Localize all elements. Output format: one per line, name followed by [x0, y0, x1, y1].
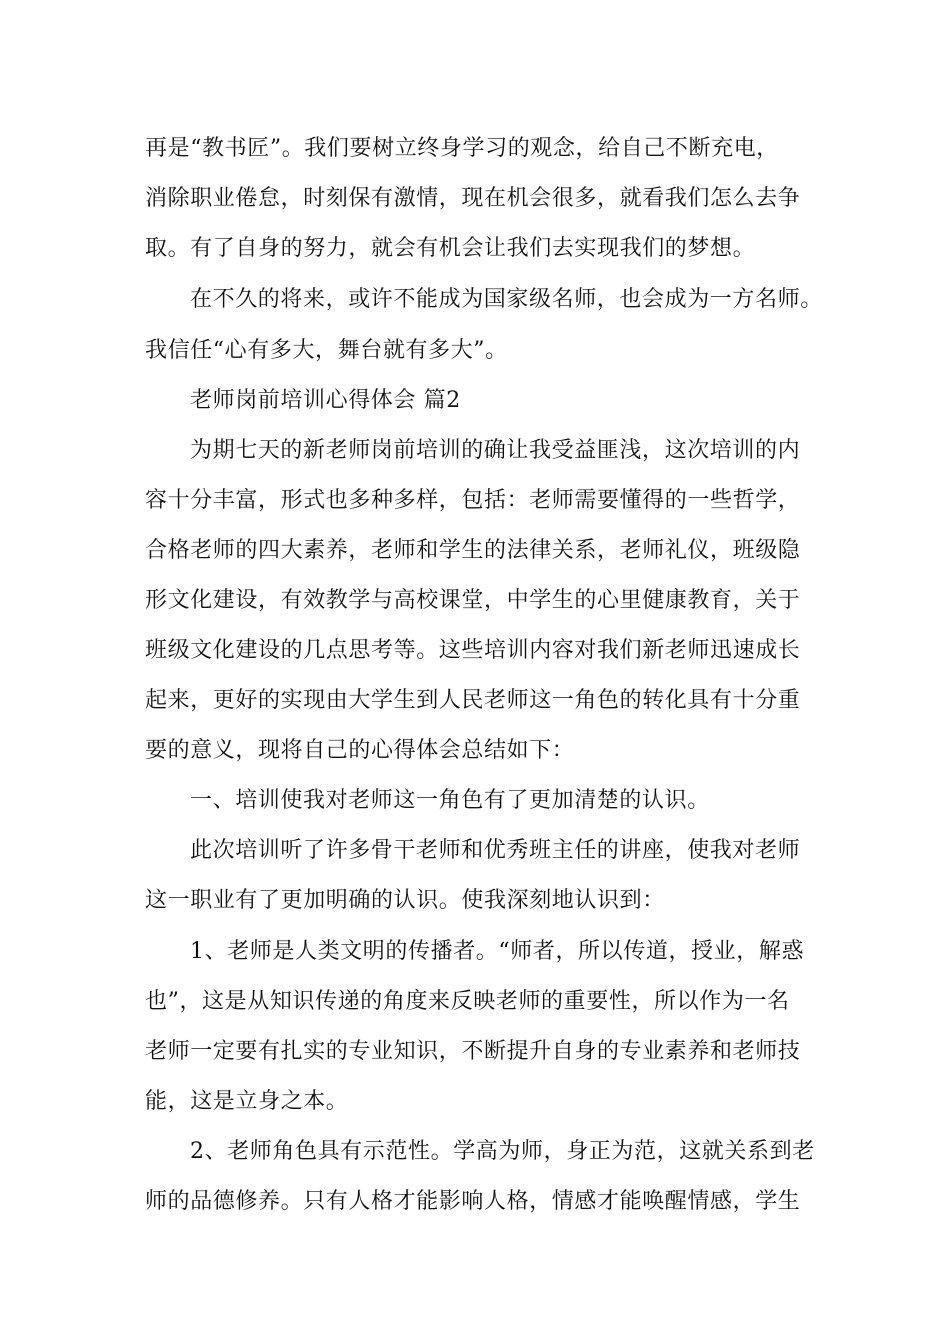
text-line: 起来，更好的实现由大学生到人民老师这一角色的转化具有十分重 [145, 688, 801, 713]
text-line: 师的品德修养。只有人格才能影响人格，情感才能唤醒情感，学生 [145, 1189, 801, 1214]
paragraph-first-line: 此次培训听了许多骨干老师和优秀班主任的讲座，使我对老师 [190, 838, 801, 863]
text-line: 要的意义，现将自己的心得体会总结如下： [145, 738, 575, 763]
text-line: 再是“教书匠”。我们要树立终身学习的观念，给自己不断充电， [145, 136, 779, 161]
text-line: 也”，这是从知识传递的角度来反映老师的重要性，所以作为一名 [145, 989, 790, 1014]
section-heading: 老师岗前培训心得体会 篇2 [190, 388, 461, 413]
text-line: 能，这是立身之本。 [145, 1089, 349, 1114]
text-line: 班级文化建设的几点思考等。这些培训内容对我们新老师迅速成长 [145, 638, 801, 663]
text-line: 容十分丰富，形式也多种多样，包括：老师需要懂得的一些哲学， [145, 488, 801, 513]
paragraph-first-line: 在不久的将来，或许不能成为国家级名师，也会成为一方名师。 [190, 287, 823, 312]
subheading: 一、培训使我对老师这一角色有了更加清楚的认识。 [190, 788, 710, 813]
text-line: 我信任“心有多大，舞台就有多大”。 [145, 338, 508, 363]
paragraph-first-line: 1、老师是人类文明的传播者。“师者，所以传道，授业，解惑 [190, 939, 805, 964]
text-line: 老师一定要有扎实的专业知识，不断提升自身的专业素养和老师技 [145, 1039, 801, 1064]
paragraph-first-line: 为期七天的新老师岗前培训的确让我受益匪浅，这次培训的内 [190, 438, 801, 463]
text-line: 这一职业有了更加明确的认识。使我深刻地认识到： [145, 888, 665, 913]
text-line: 消除职业倦怠，时刻保有激情，现在机会很多，就看我们怎么去争 [145, 186, 801, 211]
text-line: 取。有了自身的努力，就会有机会让我们去实现我们的梦想。 [145, 236, 756, 261]
paragraph-first-line: 2、老师角色具有示范性。学高为师，身正为范，这就关系到老 [190, 1139, 815, 1164]
text-line: 合格老师的四大素养，老师和学生的法律关系，老师礼仪，班级隐 [145, 538, 801, 563]
text-line: 形文化建设，有效教学与高校课堂，中学生的心里健康教育，关于 [145, 588, 801, 613]
